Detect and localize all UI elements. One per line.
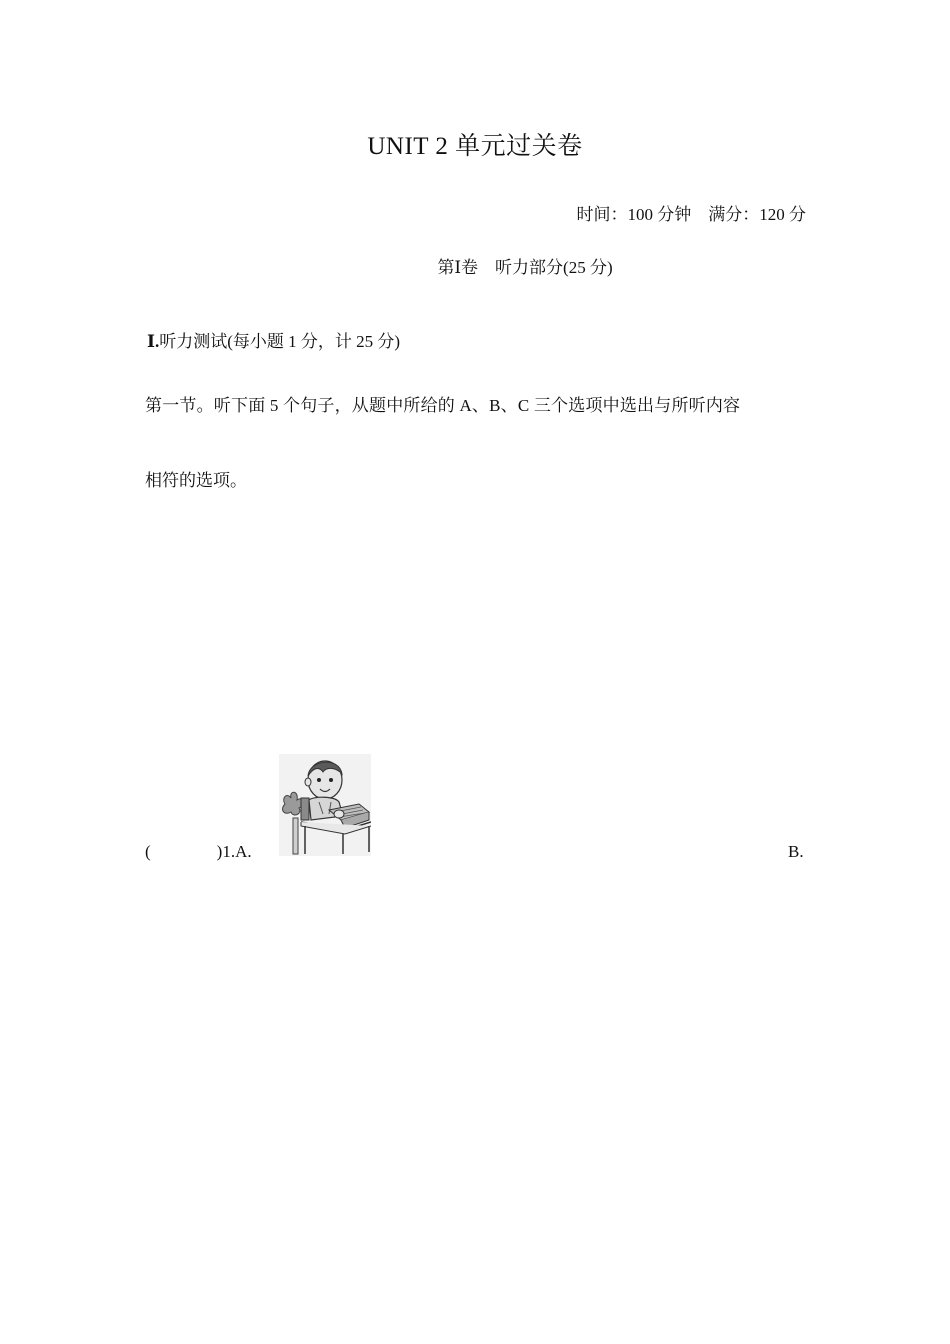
part-heading: [147, 327, 400, 352]
part-heading-text: 听力测试(每小题 1 分，计 25 分): [159, 332, 401, 351]
section-heading: 第Ⅰ卷 听力部分(25 分): [437, 258, 613, 277]
question-1: [145, 842, 252, 862]
instruction-line-2: 相符的选项。: [145, 471, 247, 490]
boy-reading-book-picture: [279, 754, 371, 856]
answer-open-paren: (: [145, 842, 151, 861]
exam-time-and-score: 时间：100 分钟 满分：120 分: [576, 205, 806, 224]
page-title: UNIT 2 单元过关卷: [367, 133, 583, 160]
question-1-number: )1.A.: [216, 842, 252, 861]
part-numeral: Ⅰ.: [147, 332, 160, 351]
option-b-label: B.: [788, 842, 804, 861]
instruction-line-1: 第一节。听下面 5 个句子，从题中所给的 A、B、C 三个选项中选出与所听内容: [145, 396, 741, 415]
